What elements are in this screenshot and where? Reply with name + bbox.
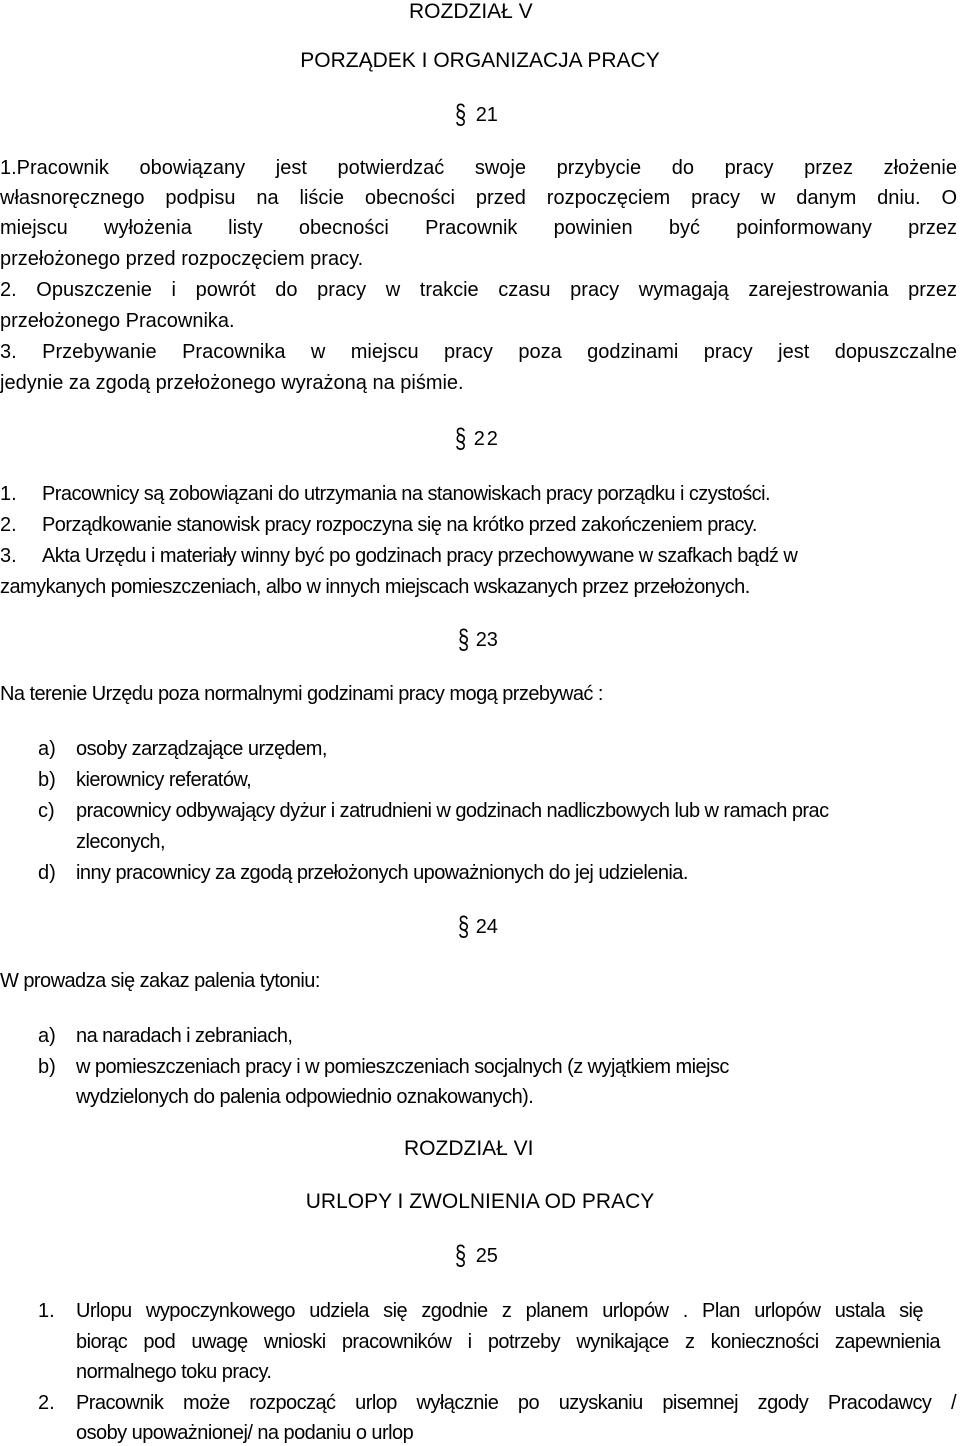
- chapter-subtitle: URLOPY I ZWOLNIENIA OD PRACY: [305, 1190, 655, 1213]
- section-number: 22: [473, 428, 500, 450]
- list-item-continuation: zleconych,: [76, 831, 165, 853]
- paragraph-heading: [458, 911, 498, 943]
- paragraph-line: 2. Opuszczenie i powrót do pracy w trakcie czasu pracy wymagają zarejestrowania przez: [0, 279, 957, 301]
- paragraph-heading: [455, 99, 498, 131]
- section-symbol: §: [458, 624, 470, 656]
- list-item-text: pracownicy odbywający dyżur i zatrudnieni w godzinach nadliczbowych lub w ramach prac: [76, 800, 829, 822]
- paragraph-line: 3. Przebywanie Pracownika w miejscu pracy poza godzinami pracy jest dopuszczalne: [0, 341, 957, 363]
- list-item-text: na naradach i zebraniach,: [76, 1025, 293, 1047]
- paragraph-line: przełożonego przed rozpoczęciem pracy.: [0, 248, 364, 270]
- list-item-continuation: wydzielonych do palenia odpowiednio oznakowanych).: [76, 1086, 534, 1108]
- paragraph-line: jedynie za zgodą przełożonego wyrażoną na piśmie.: [0, 372, 464, 394]
- list-marker: 3.: [0, 545, 17, 567]
- paragraph-heading: [455, 1240, 498, 1272]
- list-item-continuation: zamykanych pomieszczeniach, albo w innych miejscach wskazanych przez przełożonych.: [0, 576, 750, 598]
- list-item-text: osoby zarządzające urzędem,: [76, 738, 327, 760]
- list-marker: c): [38, 800, 55, 822]
- list-item-text: Akta Urzędu i materiały winny być po godzinach pracy przechowywane w szafkach bądź w: [42, 545, 798, 567]
- section-number: 21: [475, 104, 498, 126]
- paragraph-intro: W prowadza się zakaz palenia tytoniu:: [0, 970, 320, 992]
- list-item-text: inny pracownicy za zgodą przełożonych upoważnionych do jej udzielenia.: [76, 862, 688, 884]
- list-marker: d): [38, 862, 56, 884]
- list-marker: b): [38, 769, 56, 791]
- paragraph-line: własnoręcznego podpisu na liście obecności przed rozpoczęciem pracy w danym dniu. O: [0, 187, 957, 209]
- list-item-text: kierownicy referatów,: [76, 769, 252, 791]
- list-item-line: Urlopu wypoczynkowego udziela się zgodnie z planem urlopów . Plan urlopów ustala się: [76, 1300, 923, 1322]
- list-item-text: Pracownicy są zobowiązani do utrzymania na stanowiskach pracy porządku i czystości.: [42, 483, 771, 505]
- paragraph-line: miejscu wyłożenia listy obecności Pracownik powinien być poinformowany przez: [0, 217, 957, 239]
- list-item-line: normalnego toku pracy.: [76, 1361, 272, 1383]
- list-marker: b): [38, 1056, 56, 1078]
- section-symbol: §: [455, 423, 467, 455]
- paragraph-intro: Na terenie Urzędu poza normalnymi godzinami pracy mogą przebywać :: [0, 683, 603, 705]
- chapter-title: ROZDZIAŁ V: [409, 0, 533, 23]
- list-marker: a): [38, 738, 56, 760]
- section-number: 25: [475, 1245, 498, 1267]
- list-marker: 2.: [38, 1392, 55, 1414]
- section-number: 23: [475, 629, 498, 651]
- list-marker: a): [38, 1025, 56, 1047]
- section-symbol: §: [458, 911, 470, 943]
- list-item-line: osoby upoważnionej/ na podaniu o urlop: [76, 1422, 414, 1444]
- list-marker: 2.: [0, 514, 17, 536]
- paragraph-line: przełożonego Pracownika.: [0, 310, 235, 332]
- list-item-line: biorąc pod uwagę wnioski pracowników i potrzeby wynikające z konieczności zapewnienia: [76, 1331, 940, 1353]
- list-marker: 1.: [0, 483, 17, 505]
- chapter-subtitle: PORZĄDEK I ORGANIZACJA PRACY: [300, 49, 660, 72]
- paragraph-line: 1.Pracownik obowiązany jest potwierdzać swoje przybycie do pracy przez złożenie: [0, 157, 957, 179]
- paragraph-heading: [458, 624, 498, 656]
- list-item-text: Porządkowanie stanowisk pracy rozpoczyna się na krótko przed zakończeniem pracy.: [42, 514, 757, 536]
- paragraph-heading: [455, 423, 500, 455]
- chapter-title: ROZDZIAŁ VI: [404, 1137, 534, 1160]
- list-marker: 1.: [38, 1300, 55, 1322]
- list-item-line: Pracownik może rozpocząć urlop wyłącznie po uzyskaniu pisemnej zgody Pracodawcy /: [76, 1392, 956, 1414]
- section-symbol: §: [455, 99, 467, 131]
- section-symbol: §: [455, 1240, 467, 1272]
- list-item-text: w pomieszczeniach pracy i w pomieszczeniach socjalnych (z wyjątkiem miejsc: [76, 1056, 729, 1078]
- section-number: 24: [475, 916, 498, 938]
